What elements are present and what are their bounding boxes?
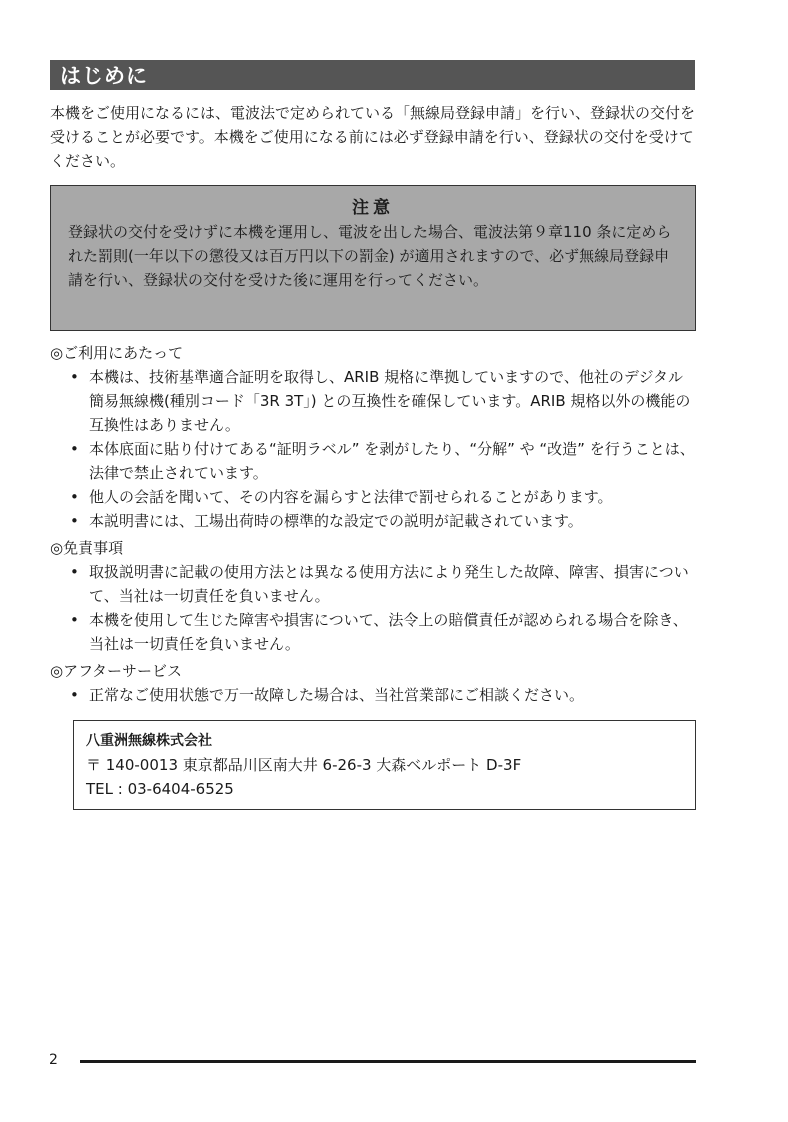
after-service-heading: ◎アフターサービス <box>50 662 183 680</box>
company-info-box <box>73 720 696 810</box>
bullet-icon: • <box>70 488 79 506</box>
list-item-text: 本説明書には、工場出荷時の標準的な設定での説明が記載されています。 <box>89 512 583 530</box>
bullet-icon: • <box>70 512 79 530</box>
list-item-text: 他人の会話を聞いて、その内容を漏らすと法律で罰せられることがあります。 <box>89 488 613 506</box>
list-item <box>50 485 696 509</box>
company-name: 八重洲無線株式会社 <box>86 733 212 749</box>
list-item <box>50 608 696 656</box>
bullet-icon: • <box>70 440 79 458</box>
bullet-icon: • <box>70 563 79 581</box>
company-address: 〒 140-0013 東京都品川区南大井 6-26-3 大森ベルポート D-3F <box>86 756 522 774</box>
list-item <box>50 365 696 437</box>
notes-section <box>50 341 696 710</box>
caution-box <box>50 185 696 331</box>
list-item <box>50 560 696 608</box>
list-item-text: 取扱説明書に記載の使用方法とは異なる使用方法により発生した故障、障害、損害について、当社は一切責任を負いません。 <box>89 563 689 605</box>
company-tel: TEL : 03-6404-6525 <box>86 780 234 798</box>
intro-paragraph: 本機をご使用になるには、電波法で定められている「無線局登録申請」を行い、登録状の交付を受けることが必要です。本機をご使用になる前には必ず登録申請を行い、登録状の交付を受けてください。 <box>50 104 696 170</box>
list-item-text: 本機を使用して生じた障害や損害について、法令上の賠償責任が認められる場合を除き、当社は一切責任を負いません。 <box>89 611 688 653</box>
usage-heading: ◎ご利用にあたって <box>50 344 184 362</box>
footer-rule <box>80 1060 696 1063</box>
section-title-bar <box>50 60 695 90</box>
disclaimer-heading: ◎免責事項 <box>50 539 124 557</box>
page-number: 2 <box>49 1052 58 1068</box>
list-item-text: 本機は、技術基準適合証明を取得し、ARIB 規格に準拠していますので、他社のデジタル簡易無線機(種別コード「3R 3T」) との互換性を確保しています。ARIB 規格以外の機能の互換性はありません。 <box>89 368 691 434</box>
list-item-text: 本体底面に貼り付けてある“証明ラベル” を剥がしたり、“分解” や “改造” を行うことは、法律で禁止されています。 <box>89 440 695 482</box>
after-service-list <box>50 683 696 707</box>
caution-title: 注意 <box>352 198 394 218</box>
bullet-icon: • <box>70 611 79 629</box>
section-title: はじめに <box>60 64 148 88</box>
list-item <box>50 509 696 533</box>
list-item-text: 正常なご使用状態で万一故障した場合は、当社営業部にご相談ください。 <box>89 686 585 704</box>
caution-text: 登録状の交付を受けずに本機を運用し、電波を出した場合、電波法第９章110 条に定められた罰則(一年以下の懲役又は百万円以下の罰金) が適用されますので、必ず無線局登録申請を行い、登録状の交付を受けた後に運用を行ってください。 <box>68 223 672 289</box>
usage-list <box>50 365 696 533</box>
bullet-icon: • <box>70 686 79 704</box>
list-item <box>50 683 696 707</box>
disclaimer-list <box>50 560 696 656</box>
bullet-icon: • <box>70 368 79 386</box>
list-item <box>50 437 696 485</box>
